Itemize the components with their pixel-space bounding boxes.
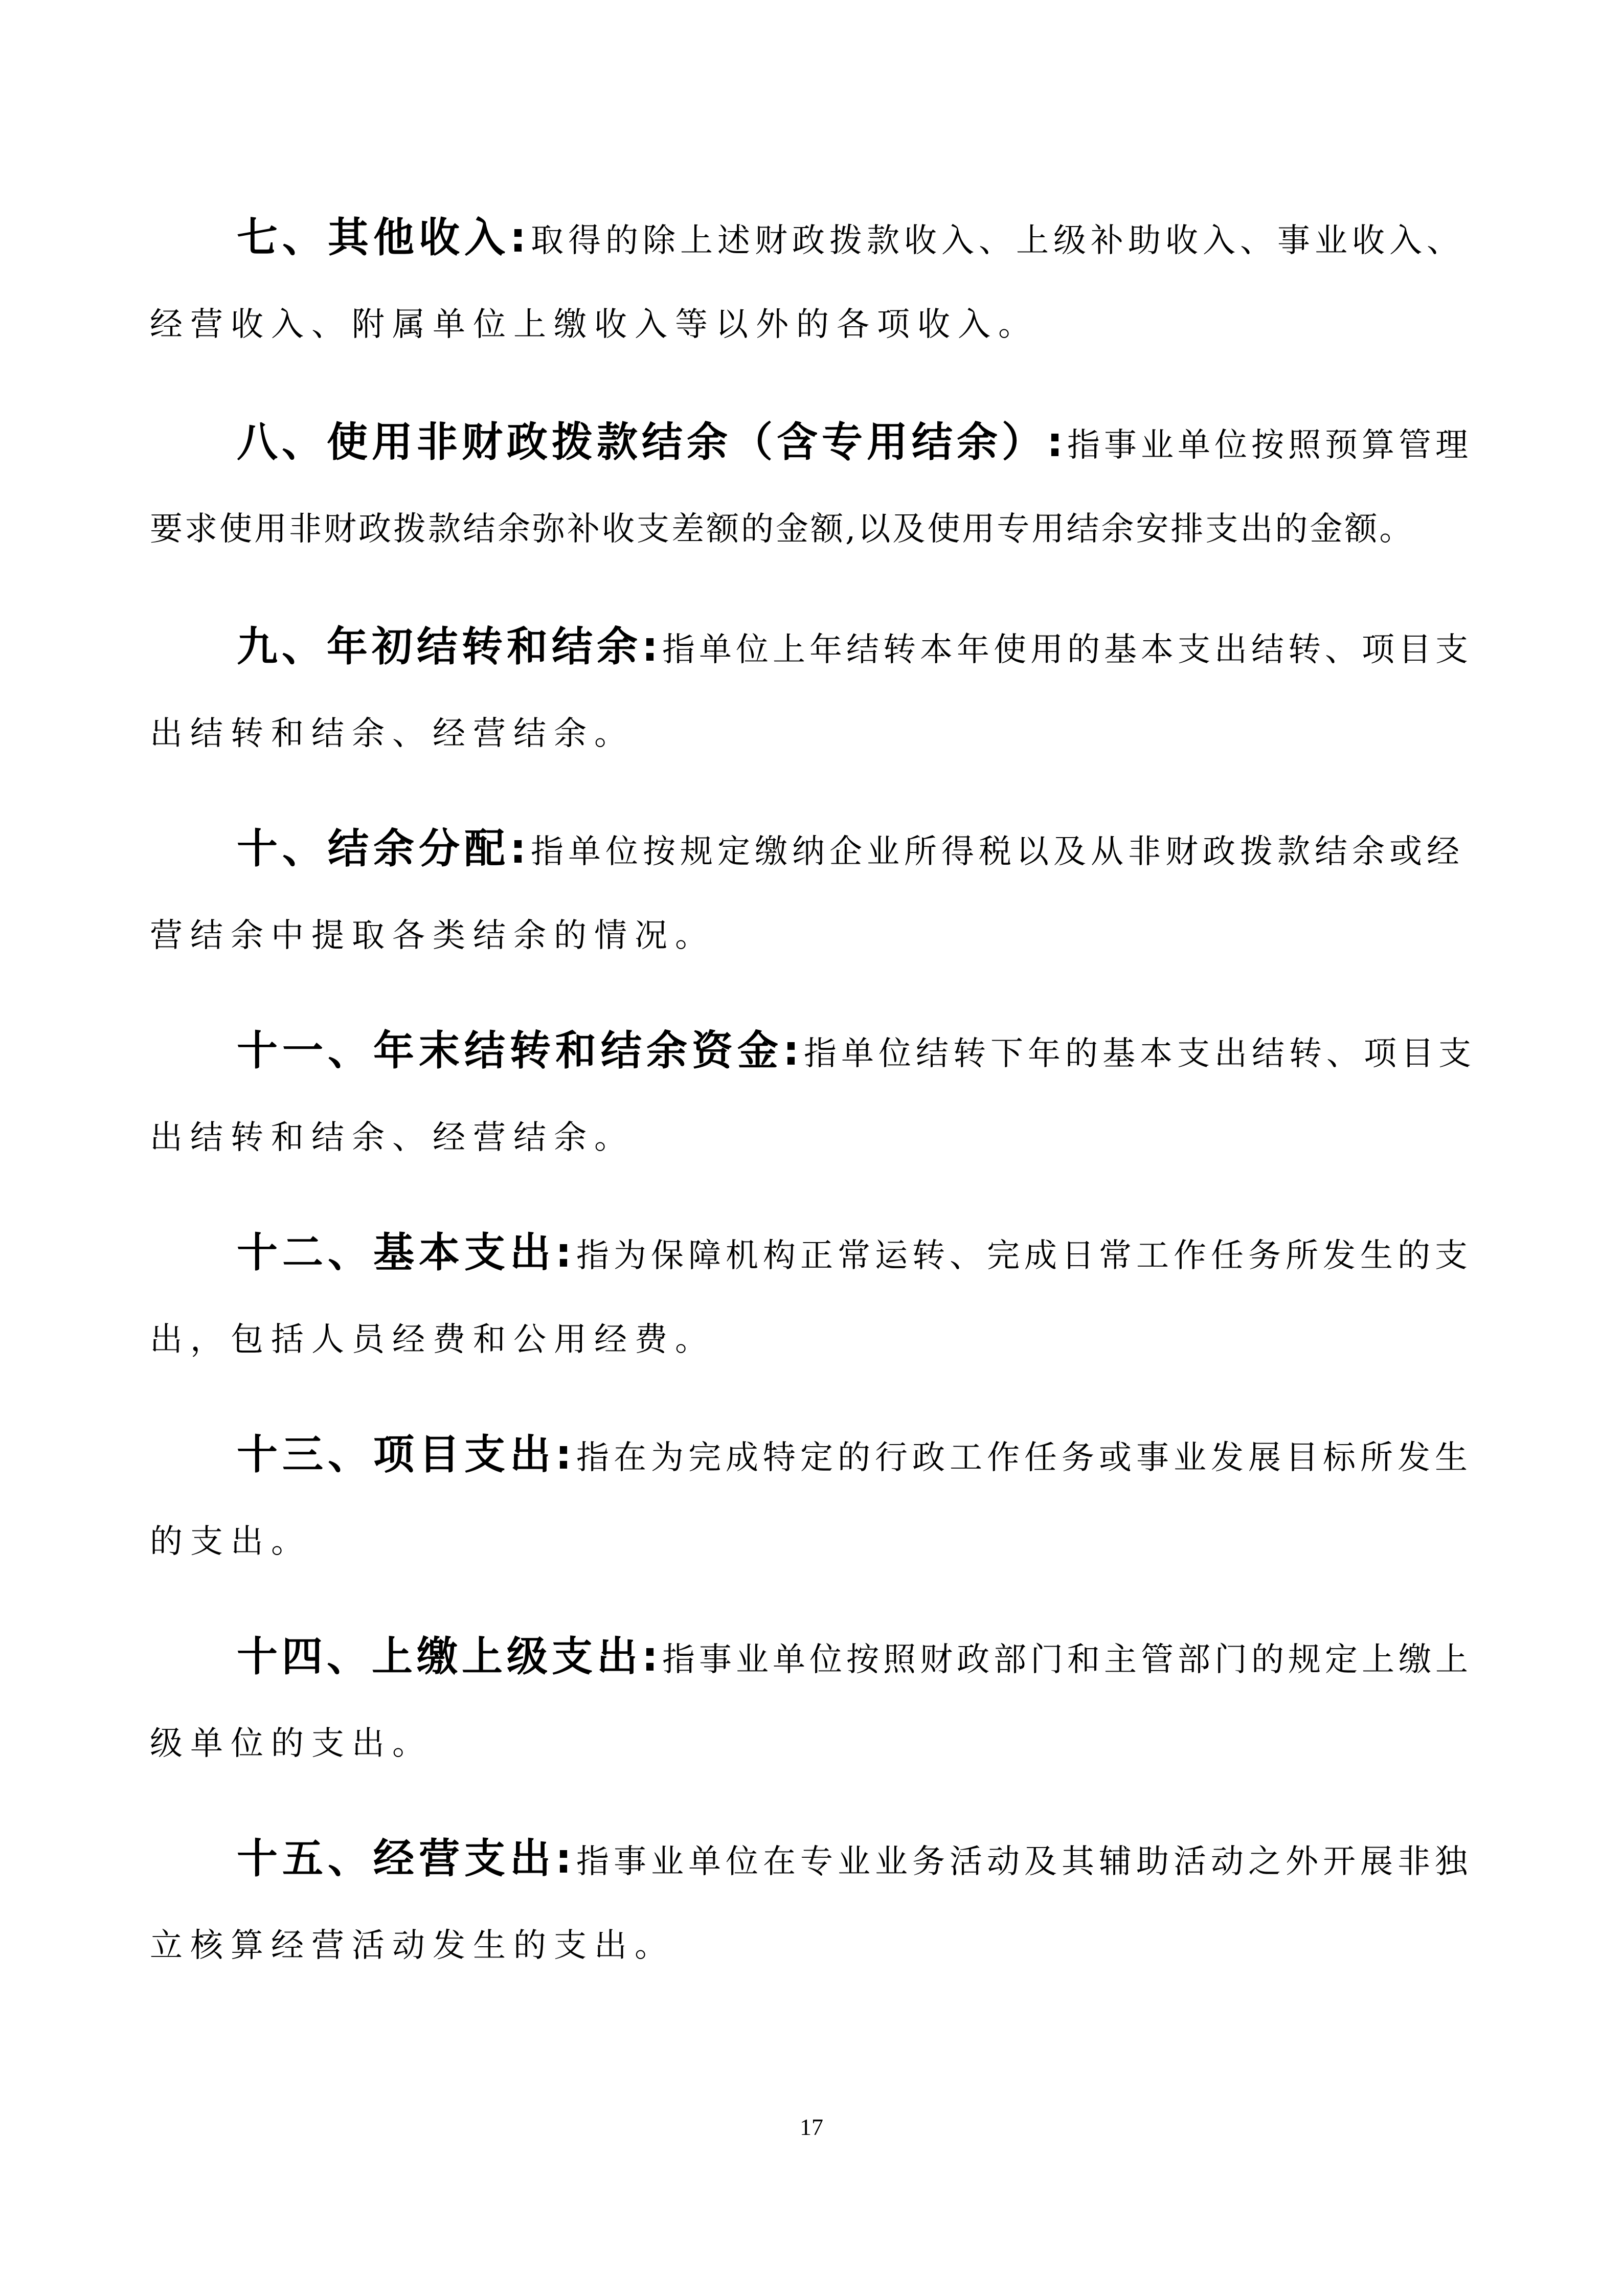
definition-text: 指事业单位按照预算管理 xyxy=(1067,426,1472,464)
definition-term: 十一、年末结转和结余资金: xyxy=(237,1027,804,1074)
definition-continuation-line: 营结余中提取各类结余的情况。 xyxy=(150,917,715,955)
definition-first-line xyxy=(237,1432,1472,1478)
definition-continuation-line: 出结转和结余、经营结余。 xyxy=(150,1119,635,1157)
definition-continuation-line: 要求使用非财政拨款结余弥补收支差额的金额,以及使用专用结余安排支出的金额。 xyxy=(150,510,1414,548)
definition-first-line xyxy=(237,826,1464,872)
definition-term: 十二、基本支出: xyxy=(237,1229,576,1276)
page-number: 17 xyxy=(800,2114,823,2140)
definition-term: 十三、项目支出: xyxy=(237,1431,576,1478)
definition-first-line xyxy=(237,624,1472,670)
definition-term: 七、其他收入: xyxy=(237,214,531,261)
definition-text: 指事业单位在专业业务活动及其辅助活动之外开展非独 xyxy=(576,1843,1472,1881)
definition-continuation-line: 的支出。 xyxy=(150,1523,311,1561)
definition-first-line xyxy=(237,1230,1472,1276)
definition-first-line xyxy=(237,1836,1472,1882)
definition-text: 指单位按规定缴纳企业所得税以及从非财政拨款结余或经 xyxy=(531,833,1464,871)
definition-term: 八、使用非财政拨款结余（含专用结余）: xyxy=(237,418,1067,466)
definition-term: 十、结余分配: xyxy=(237,825,531,872)
definition-term: 十五、经营支出: xyxy=(237,1835,576,1882)
definition-first-line xyxy=(237,1028,1476,1074)
definition-first-line xyxy=(237,1634,1472,1680)
definition-continuation-line: 立核算经营活动发生的支出。 xyxy=(150,1927,675,1965)
definition-continuation-line: 出，包括人员经费和公用经费。 xyxy=(150,1321,715,1359)
definition-continuation-line: 经营收入、附属单位上缴收入等以外的各项收入。 xyxy=(150,306,1039,344)
definition-term: 九、年初结转和结余: xyxy=(237,623,662,670)
definition-first-line xyxy=(237,215,1464,261)
definition-first-line xyxy=(237,419,1472,465)
definition-text: 指事业单位按照财政部门和主管部门的规定上缴上 xyxy=(662,1641,1472,1679)
definition-term: 十四、上缴上级支出: xyxy=(237,1633,662,1680)
definition-text: 取得的除上述财政拨款收入、上级补助收入、事业收入、 xyxy=(531,222,1464,260)
definition-continuation-line: 出结转和结余、经营结余。 xyxy=(150,715,635,753)
definition-text: 指在为完成特定的行政工作任务或事业发展目标所发生 xyxy=(576,1439,1472,1477)
definition-continuation-line: 级单位的支出。 xyxy=(150,1725,433,1763)
definition-text: 指为保障机构正常运转、完成日常工作任务所发生的支 xyxy=(576,1237,1472,1275)
definition-text: 指单位结转下年的基本支出结转、项目支 xyxy=(804,1035,1476,1073)
definition-text: 指单位上年结转本年使用的基本支出结转、项目支 xyxy=(662,631,1472,669)
